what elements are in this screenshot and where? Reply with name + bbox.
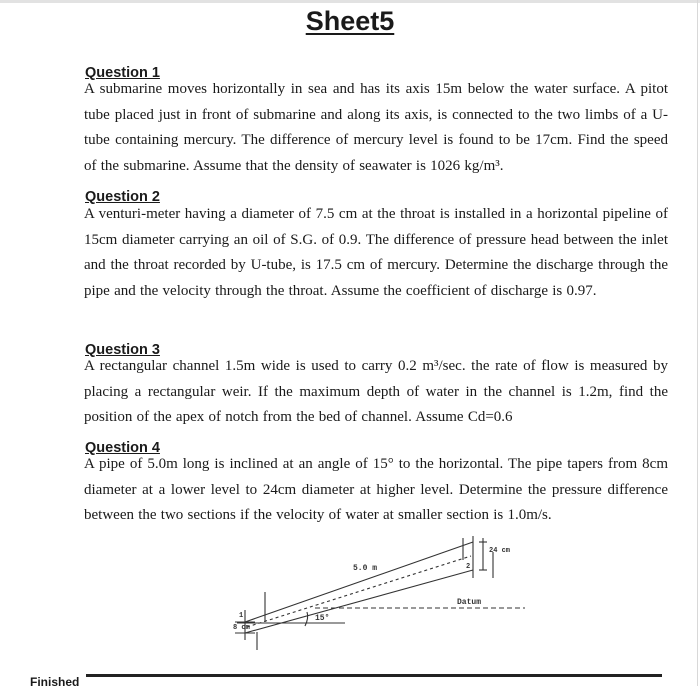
length-label: 5.0 m	[353, 564, 378, 573]
inclined-pipe-diagram	[225, 530, 545, 660]
sheet-title: Sheet5	[305, 6, 395, 36]
question-4-text: A pipe of 5.0m long is inclined at an angle of 15° to the horizontal. The pipe tapers from 8cm diameter at a lower level to 24cm diameter at higher level. Determine the pressure difference between the two sections if the velocity of water at smaller section is 1.0m/s.	[84, 456, 668, 523]
section-2-label: 2	[466, 563, 471, 571]
question-2-heading: Question 2	[85, 189, 160, 205]
question-3-text: A rectangular channel 1.5m wide is used to carry 0.2 m³/sec. the rate of flow is measured by placing a rectangular weir. If the maximum depth of water in the channel is 1.2m, find the position of the apex of notch from the bed of channel. Assume Cd=0.6	[84, 358, 668, 425]
question-4-heading: Question 4	[85, 440, 160, 456]
question-1-text: A submarine moves horizontally in sea and has its axis 15m below the water surface. A pitot tube placed just in front of submarine and along its axis, is connected to the two limbs of a U-tube containing mercury. The difference of mercury level is found to be 17cm. Find the speed of the submarine. Assume that the density of seawater is 1026 kg/m³.	[84, 81, 668, 174]
question-1-heading: Question 1	[85, 65, 160, 81]
question-3-heading: Question 3	[85, 342, 160, 358]
question-2-text: A venturi-meter having a diameter of 7.5 cm at the throat is installed in a horizontal pipeline of 15cm diameter carrying an oil of S.G. of 0.9. The difference of pressure head between the inlet and the throat recorded by U-tube, is 17.5 cm of mercury. Determine the discharge through the pipe and the velocity through the throat. Assume the coefficient of discharge is 0.97.	[84, 206, 668, 299]
top-border	[0, 0, 700, 3]
small-diameter-label: 8 cm	[233, 624, 250, 632]
pipe-upper-wall	[245, 542, 473, 622]
right-border	[697, 0, 698, 686]
large-diameter-label: 24 cm	[489, 547, 511, 555]
footer-status: Finished	[30, 675, 80, 689]
angle-label: 15°	[315, 614, 330, 623]
angle-arc	[305, 612, 308, 626]
datum-label: Datum	[457, 598, 482, 607]
section-1-label: 1	[239, 612, 244, 620]
footer-divider	[86, 674, 662, 677]
